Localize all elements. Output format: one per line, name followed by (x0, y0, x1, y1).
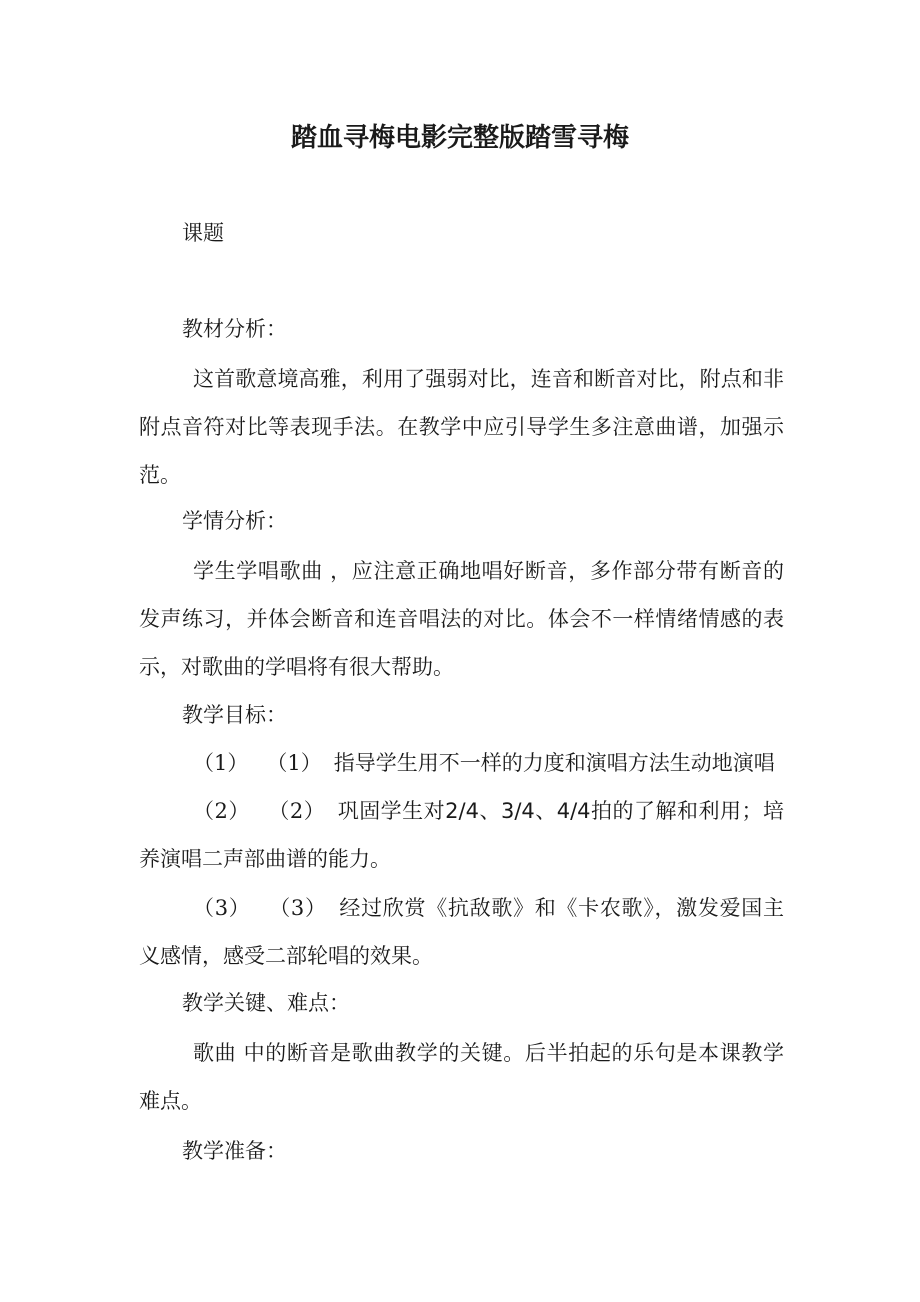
goal-number: （2） (193, 799, 250, 823)
material-heading: 教材分析： (182, 317, 287, 341)
prep-heading: 教学准备： (182, 1139, 287, 1163)
goal-number: （2） (267, 799, 326, 823)
goals-heading: 教学目标： (182, 703, 287, 727)
goal-number: （3） (268, 896, 327, 920)
goal-text: 经过欣赏《抗敌歌》和《卡农歌》，激发爱国主义感情，感受二部轮唱的效果。 (139, 896, 784, 968)
goal-item (139, 787, 784, 883)
material-paragraph: 这首歌意境高雅，利用了强弱对比，连音和断音对比，附点和非附点音符对比等表现手法。在教学中应引导学生多注意曲谱，加强示范。 (139, 367, 784, 487)
goal-text: 指导学生用不一样的力度和演唱方法生动地演唱 (333, 751, 775, 775)
key-heading: 教学关键、难点： (182, 991, 350, 1015)
student-paragraph: 学生学唱歌曲 ，应注意正确地唱好断音，多作部分带有断音的发声练习，并体会断音和连音唱法的对比。体会不一样情绪情感的表示，对歌曲的学唱将有很大帮助。 (139, 559, 784, 679)
topic-label: 课题 (182, 221, 224, 245)
goal-number: （1） (193, 751, 249, 775)
document-title: 踏血寻梅电影完整版踏雪寻梅 (290, 123, 629, 153)
goal-number: （3） (193, 896, 251, 920)
key-paragraph: 歌曲 中的断音是歌曲教学的关键。后半拍起的乐句是本课教学难点。 (139, 1041, 784, 1113)
goal-item (139, 739, 784, 787)
student-heading: 学情分析： (182, 509, 287, 533)
goal-number: （1） (266, 751, 322, 775)
goal-item (139, 884, 784, 980)
goal-text: 巩固学生对2/4、3/4、4/4拍的了解和利用；培养演唱二声部曲谱的能力。 (139, 799, 784, 871)
